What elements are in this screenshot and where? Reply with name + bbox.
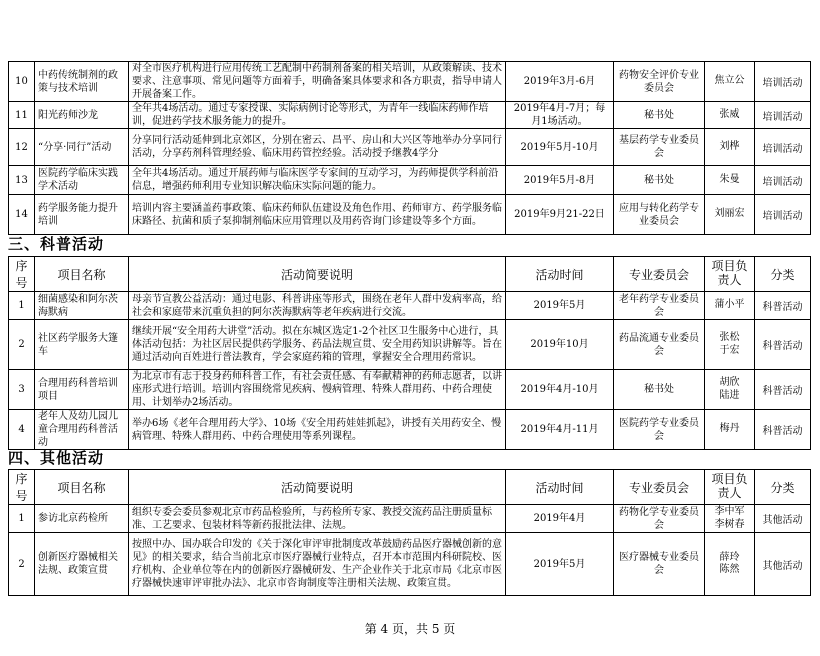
activity-time: 2019年4月-11月	[506, 410, 614, 450]
committee: 药物安全评价专业委员会	[614, 62, 705, 102]
project-name: 细菌感染和阿尔茨海默病	[35, 292, 129, 320]
activity-description: 为北京市有志于投身药师科普工作，有社会责任感、有奉献精神的药师志愿者，以讲座形式进行培训。培训内容围绕常见疾病、慢病管理、特殊人群用药、中药合理使用、计划举办2场活动。	[129, 370, 506, 410]
activity-time: 2019年4月-7月；每月1场活动。	[506, 102, 614, 129]
activity-description: 组织专委会委员参观北京市药品检验所，与药检所专家、教授交流药品注册质量标准、工艺要求、包装材料等新药报批法律、法规。	[129, 505, 506, 533]
header-num: 序号	[9, 470, 35, 505]
header-time: 活动时间	[506, 257, 614, 292]
table-row	[9, 410, 811, 450]
committee: 秘书处	[614, 166, 705, 195]
project-name: 阳光药师沙龙	[35, 102, 129, 129]
page-footer: 第 4 页，共 5 页	[364, 622, 456, 636]
category: 科普活动	[755, 410, 811, 450]
header-category: 分类	[755, 470, 811, 505]
row-number: 4	[9, 410, 35, 450]
activity-time: 2019年5月-10月	[506, 129, 614, 166]
row-number: 1	[9, 505, 35, 533]
table-row	[9, 102, 811, 129]
project-name: 药学服务能力提升培训	[35, 195, 129, 235]
activity-description: 按照中办、国办联合印发的《关于深化审评审批制度改革鼓励药品医疗器械创新的意见》的相关要求，结合当前北京市医疗器械行业特点，召开本市范围内科研院校、医疗机构、企业单位等在内的创新医疗器械研发、生产企业作关于北京市局《北京市医疗器械快速审评审批办法》、北京市咨询制度等注册相关法规、政策宣贯。	[129, 533, 506, 596]
table-header-row	[9, 257, 811, 292]
header-committee: 专业委员会	[614, 470, 705, 505]
header-person: 项目负责人	[705, 257, 755, 292]
committee: 药品流通专业委员会	[614, 320, 705, 370]
activity-description: 对全市医疗机构进行应用传统工艺配制中药制剂备案的相关培训，从政策解读、技术要求、注意事项、常见问题等方面着手，明确备案具体要求和各方职责，指导申请人开展备案工作。	[129, 62, 506, 102]
project-name: 社区药学服务大篷车	[35, 320, 129, 370]
header-time: 活动时间	[506, 470, 614, 505]
responsible-person: 刘桦	[705, 129, 755, 166]
table-row	[9, 320, 811, 370]
header-category: 分类	[755, 257, 811, 292]
activity-description: 全年共4场活动。通过开展药师与临床医学专家间的互动学习，为药师提供学科前沿信息，增强药师利用专业知识解决临床实际问题的能力。	[129, 166, 506, 195]
table-header-row	[9, 470, 811, 505]
row-number: 2	[9, 320, 35, 370]
committee: 秘书处	[614, 102, 705, 129]
responsible-person: 张威	[705, 102, 755, 129]
row-number: 3	[9, 370, 35, 410]
activity-time: 2019年4月-10月	[506, 370, 614, 410]
science-activities-table	[8, 256, 811, 450]
category: 培训活动	[755, 129, 811, 166]
project-name: 中药传统制剂的政策与技术培训	[35, 62, 129, 102]
section-title-science: 三、科普活动	[8, 235, 105, 253]
activity-time: 2019年5月-8月	[506, 166, 614, 195]
table-row	[9, 533, 811, 596]
project-name: 参访北京药检所	[35, 505, 129, 533]
row-number: 1	[9, 292, 35, 320]
category: 培训活动	[755, 166, 811, 195]
category: 培训活动	[755, 102, 811, 129]
table-row	[9, 129, 811, 166]
project-name: 合理用药科普培训项目	[35, 370, 129, 410]
responsible-person: 梅丹	[705, 410, 755, 450]
row-number: 10	[9, 62, 35, 102]
header-desc: 活动简要说明	[129, 470, 506, 505]
category: 其他活动	[755, 533, 811, 596]
training-activities-table	[8, 61, 811, 235]
responsible-person: 胡欣 陆进	[705, 370, 755, 410]
table-row	[9, 62, 811, 102]
table-row	[9, 370, 811, 410]
committee: 秘书处	[614, 370, 705, 410]
activity-description: 继续开展“安全用药大讲堂”活动。拟在东城区选定1-2个社区卫生服务中心进行，具体活动包括：为社区居民提供药学服务、药品法规宣贯、安全用药知识讲解等。旨在通过活动向百姓进行普法教育，学会家庭药箱的管理，掌握安全合理用药常识。	[129, 320, 506, 370]
table-row	[9, 505, 811, 533]
activity-description: 举办6场《老年合理用药大学》、10场《安全用药娃娃抓起》，讲授有关用药安全、慢病管理、特殊人群用药、中药合理使用等系列课程。	[129, 410, 506, 450]
committee: 基层药学专业委员会	[614, 129, 705, 166]
activity-description: 全年共4场活动。通过专家授课、实际病例讨论等形式，为青年一线临床药师作培训，促进药学技术服务能力的提升。	[129, 102, 506, 129]
category: 科普活动	[755, 292, 811, 320]
committee: 药物化学专业委员会	[614, 505, 705, 533]
project-name: “分享·同行”活动	[35, 129, 129, 166]
table-row	[9, 292, 811, 320]
row-number: 12	[9, 129, 35, 166]
category: 科普活动	[755, 320, 811, 370]
row-number: 13	[9, 166, 35, 195]
other-activities-table	[8, 469, 811, 596]
activity-time: 2019年10月	[506, 320, 614, 370]
responsible-person: 刘丽宏	[705, 195, 755, 235]
responsible-person: 朱曼	[705, 166, 755, 195]
header-committee: 专业委员会	[614, 257, 705, 292]
table-row	[9, 195, 811, 235]
committee: 医院药学专业委员会	[614, 410, 705, 450]
category: 其他活动	[755, 505, 811, 533]
committee: 应用与转化药学专业委员会	[614, 195, 705, 235]
committee: 老年药学专业委员会	[614, 292, 705, 320]
responsible-person: 李中军 李树春	[705, 505, 755, 533]
activity-description: 培训内容主要涵盖药事政策、临床药师队伍建设及角色作用、药师审方、药学服务临床路径、抗菌和质子泵抑制剂临床应用管理以及用药咨询门诊建设等多个方面。	[129, 195, 506, 235]
table-row	[9, 166, 811, 195]
header-num: 序号	[9, 257, 35, 292]
project-name: 老年人及幼儿园儿童合理用药科普活动	[35, 410, 129, 450]
header-person: 项目负责人	[705, 470, 755, 505]
row-number: 11	[9, 102, 35, 129]
responsible-person: 薛玲 陈然	[705, 533, 755, 596]
activity-time: 2019年3月-6月	[506, 62, 614, 102]
project-name: 创新医疗器械相关法规、政策宣贯	[35, 533, 129, 596]
activity-time: 2019年5月	[506, 292, 614, 320]
header-desc: 活动简要说明	[129, 257, 506, 292]
activity-time: 2019年5月	[506, 533, 614, 596]
responsible-person: 焦立公	[705, 62, 755, 102]
committee: 医疗器械专业委员会	[614, 533, 705, 596]
responsible-person: 蒲小平	[705, 292, 755, 320]
header-name: 项目名称	[35, 470, 129, 505]
activity-time: 2019年4月	[506, 505, 614, 533]
row-number: 2	[9, 533, 35, 596]
activity-description: 分享同行活动延伸到北京郊区，分别在密云、昌平、房山和大兴区等地举办分享同行活动，分享药剂科管理经验、临床用药管控经验。活动授予继教4学分	[129, 129, 506, 166]
section-title-other: 四、其他活动	[8, 449, 105, 467]
category: 科普活动	[755, 370, 811, 410]
responsible-person: 张松 于宏	[705, 320, 755, 370]
category: 培训活动	[755, 195, 811, 235]
header-name: 项目名称	[35, 257, 129, 292]
project-name: 医院药学临床实践学术活动	[35, 166, 129, 195]
activity-time: 2019年9月21-22日	[506, 195, 614, 235]
category: 培训活动	[755, 62, 811, 102]
row-number: 14	[9, 195, 35, 235]
activity-description: 母亲节宣教公益活动：通过电影、科普讲座等形式，围绕在老年人群中发病率高，给社会和家庭带来沉重负担的阿尔茨海默病等老年疾病进行交流。	[129, 292, 506, 320]
